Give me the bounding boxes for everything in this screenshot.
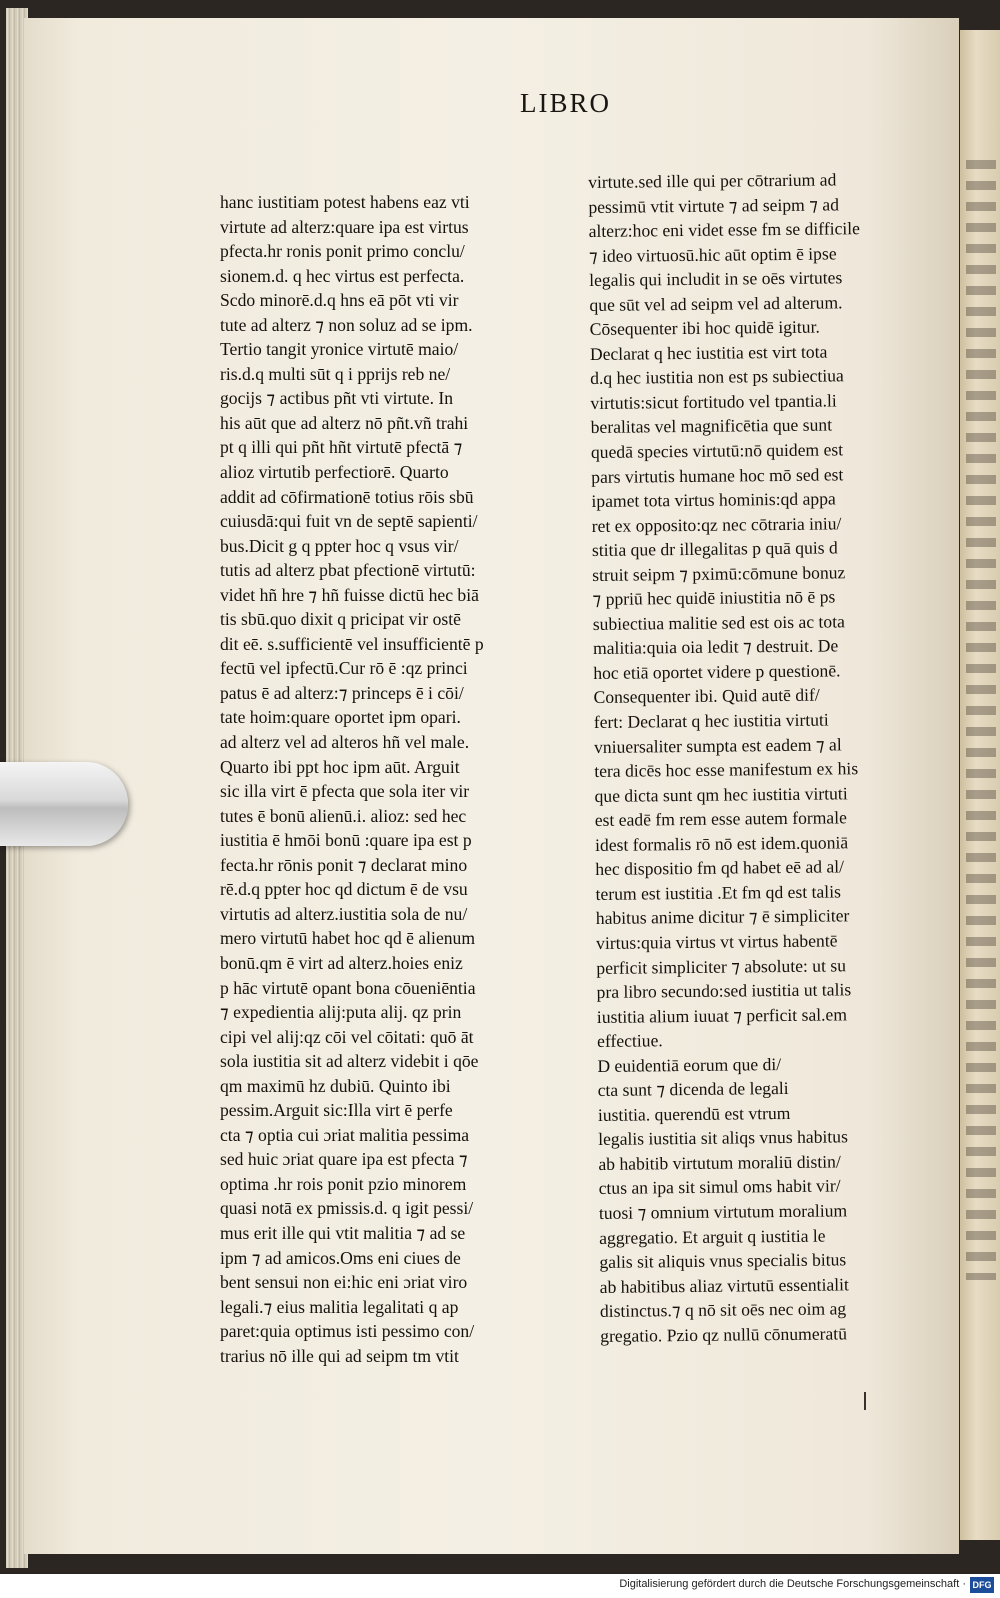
credit-bar (0, 1574, 1000, 1598)
text-line: ad alterz vel ad alteros hñ vel male. (220, 732, 470, 753)
text-line: ⁊ ppriū hec quidē iniustitia nō ē ps (592, 586, 836, 610)
text-line: iustitia ē hmōi bonū :quare ipa est p (220, 830, 472, 851)
text-line: mero virtutū habet hoc qd ē alienum (220, 928, 476, 949)
page-clip (0, 762, 128, 846)
text-line: ctus an ipa sit simul oms habit vir/ (598, 1175, 841, 1199)
text-line: virtutis:sicut fortitudo vel tpantia.li (590, 390, 837, 413)
text-line: virtutis ad alterz.iustitia sola de nu/ (220, 903, 468, 924)
text-line: iustitia. querendū est vtrum (597, 1102, 791, 1125)
text-line: his aūt que ad alterz nō pñt.vñ trahi (220, 412, 469, 433)
text-line: habitus anime dicitur ⁊ ē simpliciter (595, 905, 850, 929)
text-line: malitia:quia oia ledit ⁊ destruit. De (592, 635, 839, 659)
text-line: cta sunt ⁊ dicenda de legali (597, 1078, 789, 1101)
text-line: ret ex opposito:qz nec cōtraria iniu/ (591, 513, 842, 536)
text-line: quedā species virtutū:nō quidem est (590, 439, 844, 462)
text-line: ipm ⁊ ad amicos.Oms eni ciues de (220, 1247, 461, 1268)
text-line: sola iustitia sit ad alterz videbit i qōe (220, 1051, 479, 1072)
text-line: videt hñ hre ⁊ hñ fuisse dictū hec biā (220, 584, 479, 605)
next-page-text-fragment (966, 160, 996, 1280)
text-line: ab habitib virtutum moraliū distin/ (598, 1151, 841, 1174)
text-line: ab habitibus aliaz virtutū essentialit (599, 1273, 849, 1297)
margin-mark (864, 1392, 866, 1410)
text-line: pra libro secundo:sed iustitia ut talis (596, 979, 852, 1003)
text-line: paret:quia optimus isti pessimo con/ (220, 1321, 475, 1342)
text-line: fectū vel ipfectū.Cur rō ē :qz princi (220, 658, 468, 679)
text-line: alterz:hoc eni videt esse fm se difficile (588, 218, 861, 242)
text-line: ipamet tota virtus hominis:qd appa (591, 488, 836, 512)
text-line: sic illa virt ē pfecta que sola iter vir (220, 781, 470, 802)
text-line: sionem.d. q hec virtus est perfecta. (220, 265, 465, 286)
text-line: p hāc virtutē opant bona cōueniēntia (220, 977, 476, 998)
text-line: Declarat q hec iustitia est virt tota (589, 341, 828, 364)
funding-credit: Digitalisierung gefördert durch die Deutsche Forschungsgemeinschaft · (619, 1578, 966, 1590)
text-line: ⁊ ideo virtuosū.hic aūt optim ē ipse (588, 243, 837, 266)
text-line: legalis iustitia sit aliqs vnus habitus (598, 1126, 848, 1150)
text-line: cuiusdā:qui fuit vn de septē sapienti/ (220, 511, 478, 532)
text-line: sed huic ɔriat quare ipa est pfecta ⁊ (220, 1149, 468, 1170)
text-line: D euidentiā eorum que di/ (597, 1053, 782, 1076)
right-text-column (588, 167, 910, 1348)
text-line: pt q illi qui pñt hñt virtutē pfectā ⁊ (220, 437, 463, 458)
text-line: d.q hec iustitia non est ps subiectiua (590, 365, 844, 389)
text-line: que sūt vel ad seipm vel ad alterum. (589, 292, 843, 315)
text-line: distinctus.⁊ q nō sit oēs nec oim ag (599, 1298, 847, 1322)
text-line: idest formalis rō nō est idem.quoniā (594, 832, 849, 855)
text-line: perficit simpliciter ⁊ absolute: ut su (596, 954, 847, 978)
text-line: mus erit ille qui vtit malitia ⁊ ad se (220, 1222, 466, 1243)
text-line: fecta.hr rōnis ponit ⁊ declarat mino (220, 854, 468, 875)
text-line: quasi notā ex pmissis.d. q igit pessi/ (220, 1198, 474, 1219)
text-line: tute ad alterz ⁊ non soluz ad se ipm. (220, 314, 473, 335)
text-line: que dicta sunt qm hec iustitia virtuti (594, 782, 848, 806)
text-line: alioz virtutib perfectiorē. Quarto (220, 462, 449, 483)
text-line: bent sensui non ei:hic eni ɔriat viro (220, 1272, 468, 1293)
text-line: hoc etiā oportet videre p questionē. (593, 660, 841, 683)
text-line: hanc iustitiam potest habens eaz vti (220, 192, 470, 212)
text-line: pars virtutis humane hoc mō sed est (591, 463, 844, 487)
text-line: fert: Declarat q hec iustitia virtuti (593, 709, 829, 733)
text-line: legali.⁊ eius malitia legalitati q ap (220, 1296, 459, 1317)
text-line: tis sbū.quo dixit q pricipat vir ostē (220, 609, 461, 630)
text-line: pfecta.hr ronis ponit primo conclu/ (220, 241, 465, 262)
text-line: hec dispositio fm qd habet eē ad al/ (595, 856, 845, 880)
text-line: addit ad cōfirmationē totius rōis sbū (220, 486, 474, 507)
text-line: tutes ē bonū alienū.i. alioz: sed hec (220, 805, 467, 826)
text-line: virtute.sed ille qui per cōtrarium ad (588, 169, 837, 192)
text-line: iustitia alium iuuat ⁊ perficit sal.em (596, 1003, 848, 1027)
text-line: effectiue. (597, 1030, 663, 1052)
text-line: subiectiua malitie sed est ois ac tota (592, 611, 845, 634)
dfg-logo: DFG (970, 1577, 994, 1593)
text-line: optima .hr rois ponit pzio minorem (220, 1173, 467, 1194)
text-line: ris.d.q multi sūt q i pprijs reb ne/ (220, 363, 451, 384)
text-line: vniuersaliter sumpta est eadem ⁊ al (593, 733, 842, 757)
text-line: tuosi ⁊ omnium virtutum moralium (598, 1200, 848, 1223)
text-line: virtute ad alterz:quare ipa est virtus (220, 216, 469, 237)
text-line: patus ē ad alterz:⁊ princeps ē i cōi/ (220, 682, 464, 703)
text-line: gocijs ⁊ actibus pñt vti virtute. In (220, 388, 454, 409)
text-line: Scdo minorē.d.q hns eā pōt vti vir (220, 290, 459, 311)
running-head: LIBRO (520, 88, 611, 118)
text-line: pessim.Arguit sic:Illa virt ē perfe (220, 1100, 453, 1121)
text-line: bus.Dicit g q ppter hoc q vsus vir/ (220, 535, 459, 556)
text-line: bonū.qm ē virt ad alterz.hoies eniz (220, 952, 463, 973)
text-line: qm maximū hz dubiū. Quinto ibi (220, 1075, 451, 1096)
text-line: stitia que dr illegalitas p quā quis d (591, 537, 838, 561)
text-line: gregatio. Pzio qz nullū cōnumeratū (600, 1323, 848, 1346)
text-line: Cōsequenter ibi hoc quidē igitur. (589, 316, 820, 340)
text-line: aggregatio. Et arguit q iustitia le (599, 1225, 826, 1248)
text-line: beralitas vel magnificētia que sunt (590, 414, 833, 438)
text-line: ⁊ expedientia alij:puta alij. qz prin (220, 1002, 462, 1023)
text-line: galis sit aliquis vnus specialis bitus (599, 1249, 847, 1273)
text-line: virtus:quia virtus vt virtus habentē (595, 930, 838, 953)
text-line: Quarto ibi ppt hoc ipm aūt. Arguit (220, 756, 460, 777)
text-line: tate hoim:quare oportet ipm opari. (220, 707, 461, 728)
text-line: Tertio tangit yronice virtutē maio/ (220, 339, 459, 360)
text-line: dit eē. s.sufficientē vel insufficientē p (220, 633, 484, 654)
text-line: Consequenter ibi. Quid autē dif/ (593, 685, 820, 708)
text-line: cipi vel alij:qz cōi vel cōitati: quō āt (220, 1026, 474, 1047)
text-line: trarius nō ille qui ad seipm tm vtit (220, 1345, 459, 1366)
text-line: est eadē fm rem esse autem formale (594, 807, 847, 831)
text-line: terum est iustitia .Et fm qd est talis (595, 881, 841, 904)
text-line: legalis qui includit in se oēs virtutes (589, 267, 843, 291)
text-line: struit seipm ⁊ pximū:cōmune bonuz (592, 562, 846, 585)
text-line: tutis ad alterz pbat pfectionē virtutū: (220, 560, 476, 581)
text-line: cta ⁊ optia cui ɔriat malitia pessima (220, 1124, 470, 1145)
text-line: pessimū vtit virtute ⁊ ad seipm ⁊ ad (588, 193, 840, 217)
text-line: tera dicēs hoc esse manifestum ex his (594, 758, 859, 782)
left-text-column (220, 190, 540, 1368)
text-line: rē.d.q ppter hoc qd dictum ē de vsu (220, 879, 468, 900)
